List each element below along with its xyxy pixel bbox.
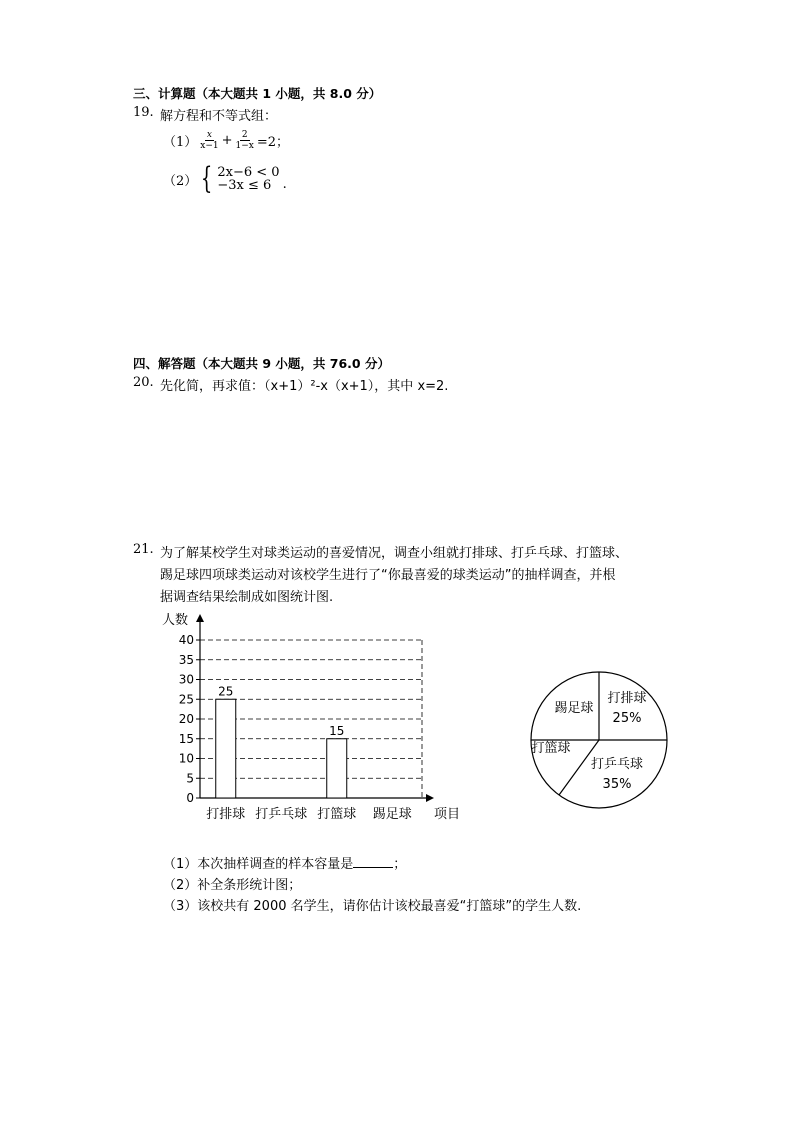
- y-tick-label: 0: [186, 791, 194, 805]
- pie-slice-label: 打篮球: [531, 741, 571, 756]
- y-tick-label: 25: [178, 692, 194, 707]
- x-tick-label: 打乒乓球: [255, 807, 308, 822]
- section4-heading: 四、解答题（本大题共 9 小题，共 76.0 分）: [133, 356, 390, 371]
- q19-part2-label: （2）: [163, 173, 198, 189]
- fraction-2-numerator: 2: [241, 130, 248, 140]
- inequality-line-1: 2x−6 < 0: [217, 165, 280, 180]
- bar-value-label: 25: [218, 684, 234, 699]
- pie-slice-label: 踢足球: [554, 701, 594, 716]
- fraction-1-denominator: x−1: [200, 141, 219, 151]
- q19-part2: [163, 161, 287, 196]
- y-tick-label: 10: [178, 751, 194, 766]
- y-axis-label: 人数: [162, 613, 189, 628]
- fraction-1-numerator: x: [206, 130, 212, 140]
- inequality-system: [197, 161, 280, 196]
- q21-line-3: 据调查结果绘制成如图统计图.: [160, 590, 334, 605]
- section3-heading: 三、计算题（本大题共 1 小题，共 8.0 分）: [133, 86, 382, 101]
- q19-text: 解方程和不等式组：: [160, 109, 278, 124]
- x-tick-label: 踢足球: [372, 807, 412, 822]
- fraction-2-denominator: 1−x: [235, 141, 254, 151]
- pie-chart: [525, 666, 685, 816]
- pie-slice-percent: 25%: [612, 711, 642, 726]
- pie-slice-label: 打排球: [607, 691, 647, 706]
- left-brace: {: [201, 161, 213, 196]
- fraction-1: [198, 130, 220, 151]
- x-axis-label: 项目: [434, 807, 461, 822]
- q21-sub3: （3）该校共有 2000 名学生，请你估计该校最喜爱“打篮球”的学生人数.: [163, 899, 582, 914]
- q21-line-1: 为了解某校学生对球类运动的喜爱情况，调查小组就打排球、打乒乓球、打篮球、: [160, 546, 629, 561]
- x-tick-label: 打篮球: [317, 807, 357, 822]
- q21-sub1-text: （1）本次抽样调查的样本容量是: [163, 857, 354, 872]
- y-tick-label: 20: [178, 712, 194, 726]
- q19-part1-label: （1）: [163, 135, 198, 150]
- x-tick-label: 打排球: [206, 807, 246, 822]
- bar-chart: [150, 608, 470, 828]
- y-tick-label: 15: [178, 731, 194, 746]
- q21-sub1: [163, 853, 406, 872]
- y-tick-label: 40: [178, 633, 194, 647]
- plus-sign: +: [221, 133, 233, 148]
- q20-text: 先化简，再求值：（x+1）²-x（x+1），其中 x=2.: [160, 379, 449, 394]
- fraction-2: [234, 130, 256, 151]
- q19-part1: [163, 130, 289, 151]
- bar: [327, 739, 347, 798]
- q20-number: 20.: [133, 375, 154, 390]
- q19-part2-tail: .: [282, 176, 287, 192]
- y-tick-label: 5: [186, 771, 194, 786]
- pie-slice-label: 打乒乓球: [590, 757, 644, 772]
- pie-slice-percent: 35%: [602, 777, 632, 792]
- bar: [216, 699, 236, 798]
- answer-blank[interactable]: [353, 855, 393, 868]
- q21-line-2: 踢足球四项球类运动对该校学生进行了“你最喜爱的球类运动”的抽样调查，并根: [160, 568, 616, 583]
- y-tick-label: 30: [178, 672, 194, 687]
- bar-value-label: 15: [329, 723, 345, 738]
- q19-part1-tail: =2；: [256, 135, 290, 150]
- y-axis-arrow: [196, 614, 204, 622]
- inequality-line-2: −3x ≤ 6: [217, 178, 272, 193]
- q21-sub1-tail: ；: [393, 857, 407, 872]
- q19-number: 19.: [133, 105, 154, 120]
- q21-sub2: （2）补全条形统计图；: [163, 878, 302, 893]
- x-axis-arrow: [426, 794, 434, 802]
- y-tick-label: 35: [178, 652, 194, 667]
- q21-number: 21.: [133, 542, 154, 557]
